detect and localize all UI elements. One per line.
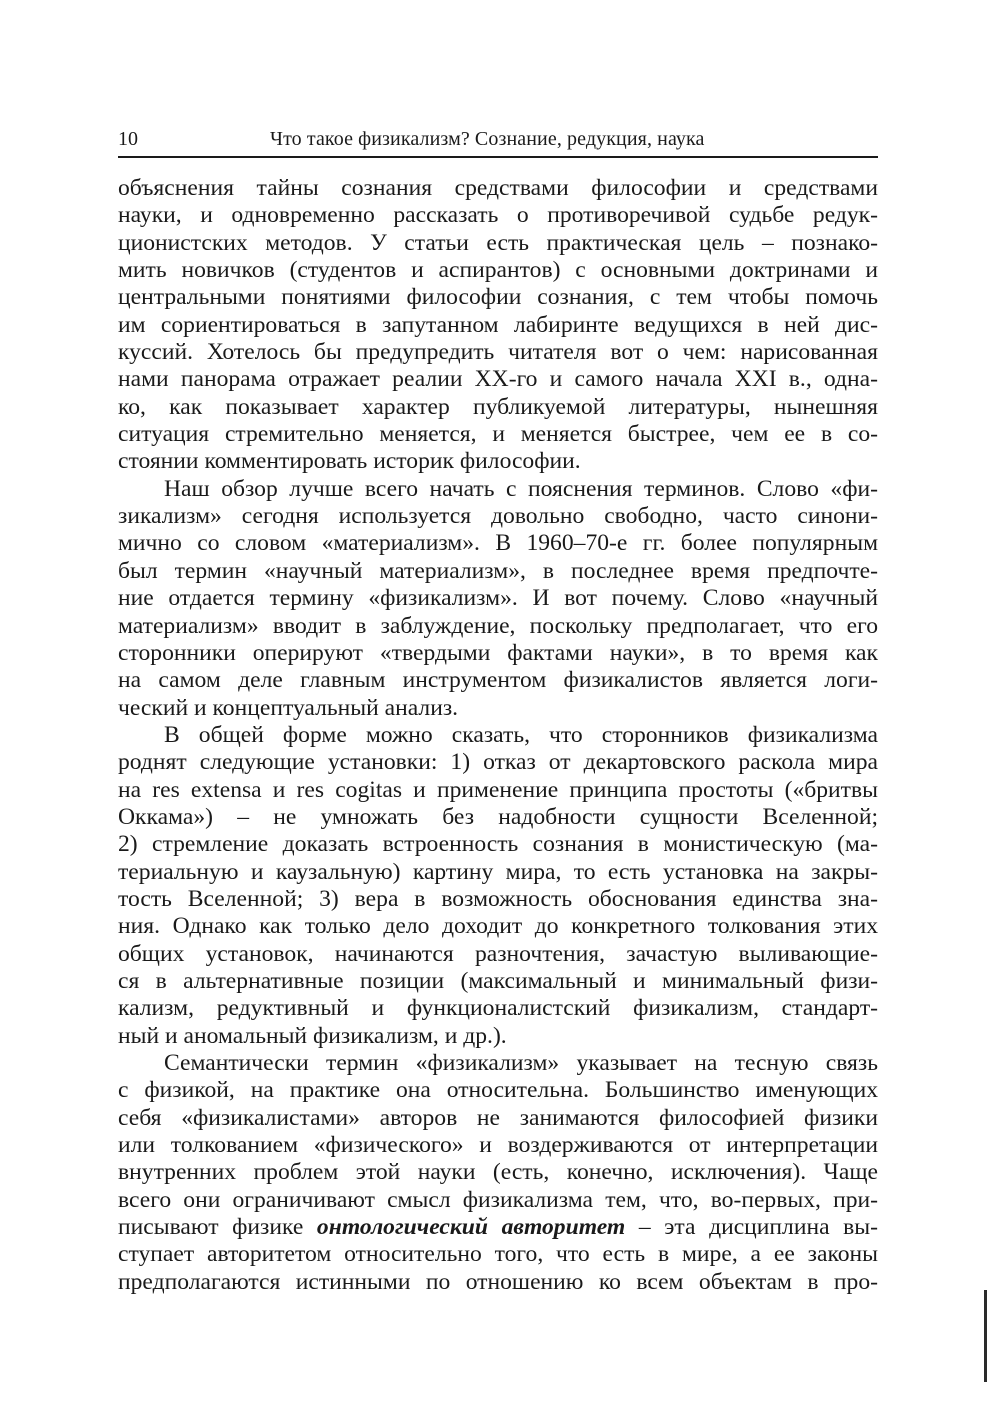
text-line: мить новичков (студентов и аспирантов) с основными доктринами и xyxy=(118,257,878,284)
text-line: ситуация стремительно меняется, и меняется быстрее, чем ее в со- xyxy=(118,421,878,448)
text-line: предполагаются истинными по отношению ко всем объектам в про- xyxy=(118,1268,878,1295)
text-line: ческий и концептуальный анализ. xyxy=(118,694,459,721)
text-line: Оккама») – не умножать без надобности сущности Вселенной; xyxy=(118,803,878,830)
text-line: им сориентироваться в запутанном лабиринте ведущихся в ней дис- xyxy=(118,311,878,338)
text-line: был термин «научный материализм», в последнее время предпочте- xyxy=(118,557,878,584)
emphasis-term: онтологический авторитет xyxy=(316,1214,626,1241)
page-number: 10 xyxy=(118,128,138,150)
text-line: центральными понятиями философии сознания, с тем чтобы помочь xyxy=(118,284,878,311)
text-line: общих установок, начинаются разночтения, зачастую выливающие- xyxy=(118,940,878,967)
text-line: стоянии комментировать историк философии. xyxy=(118,448,581,475)
text-line: науки, и одновременно рассказать о противоречивой судьбе редук- xyxy=(118,202,878,229)
body-text xyxy=(118,175,878,1296)
line-part: писывают физике xyxy=(118,1214,317,1241)
text-line: ционистских методов. У статьи есть практическая цель – познако- xyxy=(118,229,878,256)
scrollbar-thumb[interactable] xyxy=(984,1290,987,1382)
text-line: куссий. Хотелось бы предупредить читателя вот о чем: нарисованная xyxy=(118,339,878,366)
text-line: сторонники оперируют «твердыми фактами науки», в то время как xyxy=(118,639,878,666)
text-line: кализм, редуктивный и функционалистский физикализм, стандарт- xyxy=(118,995,878,1022)
text-line: себя «физикалистами» авторов не занимаются философией физики xyxy=(118,1104,878,1131)
text-line: нами панорама отражает реалии XX-го и самого начала XXI в., одна- xyxy=(118,366,878,393)
text-line-with-emphasis xyxy=(118,1214,878,1241)
paragraph-start: Наш обзор лучше всего начать с пояснения терминов. Слово «фи- xyxy=(164,475,878,502)
line-part: – эта дисциплина вы- xyxy=(625,1214,879,1241)
text-line: материализм» вводит в заблуждение, поскольку предполагает, что его xyxy=(118,612,878,639)
text-line: на res extensa и res cogitas и применение принципа простоты («бритвы xyxy=(118,776,878,803)
text-line: роднят следующие установки: 1) отказ от декартовского раскола мира xyxy=(118,749,878,776)
running-header xyxy=(118,124,878,158)
text-line: ние отдается термину «физикализм». И вот почему. Слово «научный xyxy=(118,585,878,612)
text-line: ся в альтернативные позиции (максимальный и минимальный физи- xyxy=(118,967,878,994)
text-line: на самом деле главным инструментом физикалистов является логи- xyxy=(118,667,878,694)
text-line: ступает авторитетом относительно того, что есть в мире, а ее законы xyxy=(118,1241,878,1268)
text-line: с физикой, на практике она относительна. Большинство именующих xyxy=(118,1077,878,1104)
text-line: ния. Однако как только дело доходит до конкретного толкования этих xyxy=(118,913,878,940)
text-line: всего они ограничивают смысл физикализма тем, что, во-первых, при- xyxy=(118,1186,878,1213)
running-title: Что такое физикализм? Сознание, редукция, наука xyxy=(270,128,705,150)
text-line: ный и аномальный физикализм, и др.). xyxy=(118,1022,507,1049)
text-line: 2) стремление доказать встроенность сознания в монистическую (ма- xyxy=(118,831,878,858)
text-line: зикализм» сегодня используется довольно свободно, часто синони- xyxy=(118,503,878,530)
text-line: териальную и каузальную) картину мира, то есть установка на закры- xyxy=(118,858,878,885)
text-line: мично со словом «материализм». В 1960–70-е гг. более популярным xyxy=(118,530,878,557)
text-line: внутренних проблем этой науки (есть, конечно, исключения). Чаще xyxy=(118,1159,878,1186)
text-line: ко, как показывает характер публикуемой литературы, нынешняя xyxy=(118,393,878,420)
paragraph-start: В общей форме можно сказать, что сторонников физикализма xyxy=(164,721,878,748)
text-line: объяснения тайны сознания средствами философии и средствами xyxy=(118,175,878,201)
text-line: или толкованием «физического» и воздерживаются от интерпретации xyxy=(118,1132,878,1159)
text-line: тость Вселенной; 3) вера в возможность обоснования единства зна- xyxy=(118,885,878,912)
paragraph-start: Семантически термин «физикализм» указывает на тесную связь xyxy=(164,1050,878,1076)
